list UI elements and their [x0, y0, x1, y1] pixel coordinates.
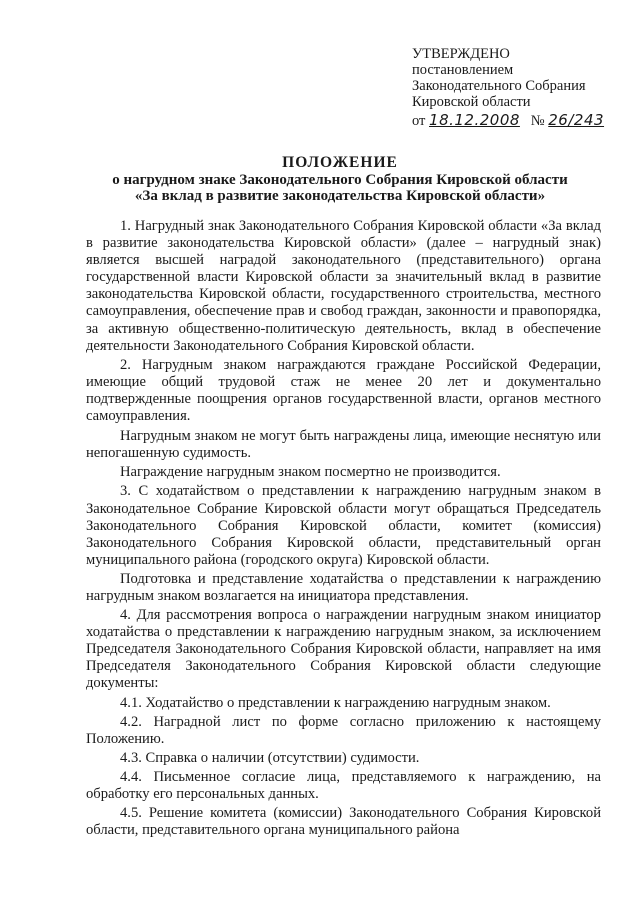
approval-line: Законодательного Собрания	[412, 78, 586, 94]
document-title	[80, 155, 600, 204]
approval-line: постановлением	[412, 62, 514, 78]
paragraph: 1. Нагрудный знак Законодательного Собрания Кировской области «За вклад в развитие законодательства Кировской области» (далее – нагрудный знак) является высшей наградой законодательного (представительного) органа государственной власти Кировской области за значительный вклад в развитие законодательства Кировской области, государственного строительства, местного самоуправления, обеспечение прав и свобод граждан, законности и правопорядка, за активную общественно-политическую деятельность, вклад в обеспечение деятельности Законодательного Собрания Кировской области.	[86, 218, 601, 354]
approval-stamp	[412, 46, 612, 129]
title-subline: о нагрудном знаке Законодательного Собрания Кировской области	[112, 172, 568, 188]
approval-heading: УТВЕРЖДЕНО	[412, 46, 510, 62]
paragraph: Нагрудным знаком не могут быть награждены лица, имеющие неснятую или непогашенную судимость.	[86, 428, 601, 462]
paragraph: 4. Для рассмотрения вопроса о награждении нагрудным знаком инициатор ходатайства о представлении к награждению нагрудным знаком, за исключением Председателя Законодательного Собрания Кировской области, направляет на имя Председателя Законодательного Собрания Кировской области следующие документы:	[86, 607, 601, 692]
title-main: ПОЛОЖЕНИЕ	[282, 154, 398, 171]
number-prefix: №	[530, 113, 545, 129]
handwritten-date: 18.12.2008	[429, 111, 520, 129]
approval-line: Кировской области	[412, 94, 531, 110]
paragraph: 4.3. Справка о наличии (отсутствии) судимости.	[120, 749, 420, 766]
paragraph: 4.2. Наградной лист по форме согласно приложению к настоящему Положению.	[86, 713, 601, 747]
paragraph: 4.5. Решение комитета (комиссии) Законодательного Собрания Кировской области, представительного органа муниципального района	[86, 805, 601, 839]
approval-date-line	[412, 112, 612, 129]
paragraph: 4.1. Ходатайство о представлении к награждению нагрудным знаком.	[120, 694, 551, 711]
paragraph: Подготовка и представление ходатайства о представлении к награждению нагрудным знаком возлагается на инициатора представления.	[86, 570, 601, 604]
title-subline: «За вклад в развитие законодательства Кировской области»	[134, 188, 546, 204]
paragraph: 2. Нагрудным знаком награждаются граждане Российской Федерации, имеющие общий трудовой стаж не менее 20 лет и документально подтвержденные поощрения органов государственной власти, органов местного самоуправления.	[86, 356, 601, 425]
date-prefix: от	[412, 113, 426, 129]
paragraph: Награждение нагрудным знаком посмертно не производится.	[120, 464, 501, 481]
document-body	[86, 218, 601, 841]
paragraph: 4.4. Письменное согласие лица, представляемого к награждению, на обработку его персональных данных.	[86, 768, 601, 802]
paragraph: 3. С ходатайством о представлении к награждению нагрудным знаком в Законодательное Собрание Кировской области могут обращаться Председатель Законодательного Собрания Кировской области, комитет (комиссия) Законодательного Собрания Кировской области, представительный орган муниципального района (городского округа) Кировской области.	[86, 483, 601, 568]
handwritten-number: 26/243	[548, 111, 605, 129]
